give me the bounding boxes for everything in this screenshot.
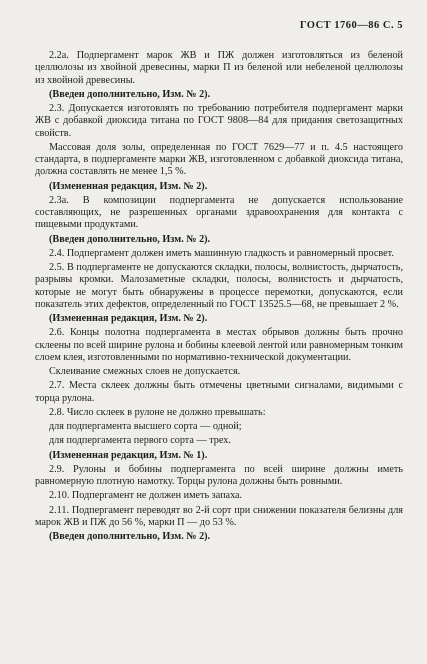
amendment-note: (Введен дополнительно, Изм. № 2).: [49, 233, 211, 245]
amendment-note: (Измененная редакция, Изм. № 1).: [49, 449, 208, 461]
paragraph-2-2a: 2.2а. Подпергамент марок ЖВ и ПЖ должен изготовляться из беленой целлюлозы из хвойной древесины, марки П из беленой или небеленой целлюлозы из хвойной древесины.: [35, 50, 403, 86]
paragraph-2-4: 2.4. Подпергамент должен иметь машинную гладкость и равномерный просвет.: [49, 247, 394, 259]
document-body: [35, 50, 403, 543]
amendment-note: (Введен дополнительно, Изм. № 2).: [49, 531, 211, 542]
paragraph-2-10: 2.10. Подпергамент не должен иметь запаха.: [49, 490, 243, 502]
paragraph-2-6: 2.6. Концы полотна подпергамента в местах обрывов должны быть прочно склеены по всей ширине рулона и бобины клеевой лентой или равномерным тонким слоем клея, изготовленными по нормативно-технической документации.: [35, 327, 403, 363]
paragraph-ash-content: Массовая доля золы, определенная по ГОСТ 7629—77 и п. 4.5 настоящего стандарта, в подпергаменте марки ЖВ, изготовленном с добавкой диоксида титана, должна составлять не менее 1,5 %.: [35, 141, 403, 178]
paragraph-2-7: 2.7. Места склеек должны быть отмечены цветными сигналами, видимыми с торца рулона.: [35, 380, 403, 404]
paragraph-2-8: 2.8. Число склеек в рулоне не должно превышать:: [49, 406, 266, 418]
paragraph-first-grade: для подпергамента первого сорта — трех.: [49, 435, 231, 447]
page-header: ГОСТ 1760—86 С. 5: [299, 20, 403, 31]
paragraph-gluing: Склеивание смежных слоев не допускается.: [49, 366, 241, 377]
paragraph-top-grade: для подпергамента высшего сорта — одной;: [49, 421, 242, 432]
paragraph-2-5: 2.5. В подпергаменте не допускаются складки, полосы, волнистость, дырчатость, разрывы кромки. Малозаметные складки, полосы, волнистость и дырчатость, которые не могут быть обнаружены в процессе перемотки, допускаются, если показатель этих дефектов, определенный по ГОСТ 13525.5—68, не превышает 2 %.: [35, 262, 403, 310]
amendment-note: (Измененная редакция, Изм. № 2).: [49, 180, 208, 192]
paragraph-2-3: 2.3. Допускается изготовлять по требованию потребителя подпергамент марки ЖВ с добавкой диоксида титана по ГОСТ 9808—84 для придания светозащитных свойств.: [35, 103, 403, 139]
paragraph-2-11: 2.11. Подпергамент переводят во 2-й сорт при снижении показателя белизны для марок ЖВ и ПЖ до 56 %, марки П — до 53 %.: [35, 504, 403, 528]
paragraph-2-9: 2.9. Рулоны и бобины подпергамента по всей ширине должны иметь равномерную плотную намотку. Торцы рулона должны быть ровными.: [35, 463, 403, 487]
paragraph-2-3a: 2.3а. В композиции подпергамента не допускается использование составляющих, не разрешенных органами здравоохранения для контакта с пищевыми продуктами.: [35, 194, 403, 231]
amendment-note: (Введен дополнительно, Изм. № 2).: [49, 88, 211, 100]
amendment-note: (Измененная редакция, Изм. № 2).: [49, 313, 208, 324]
